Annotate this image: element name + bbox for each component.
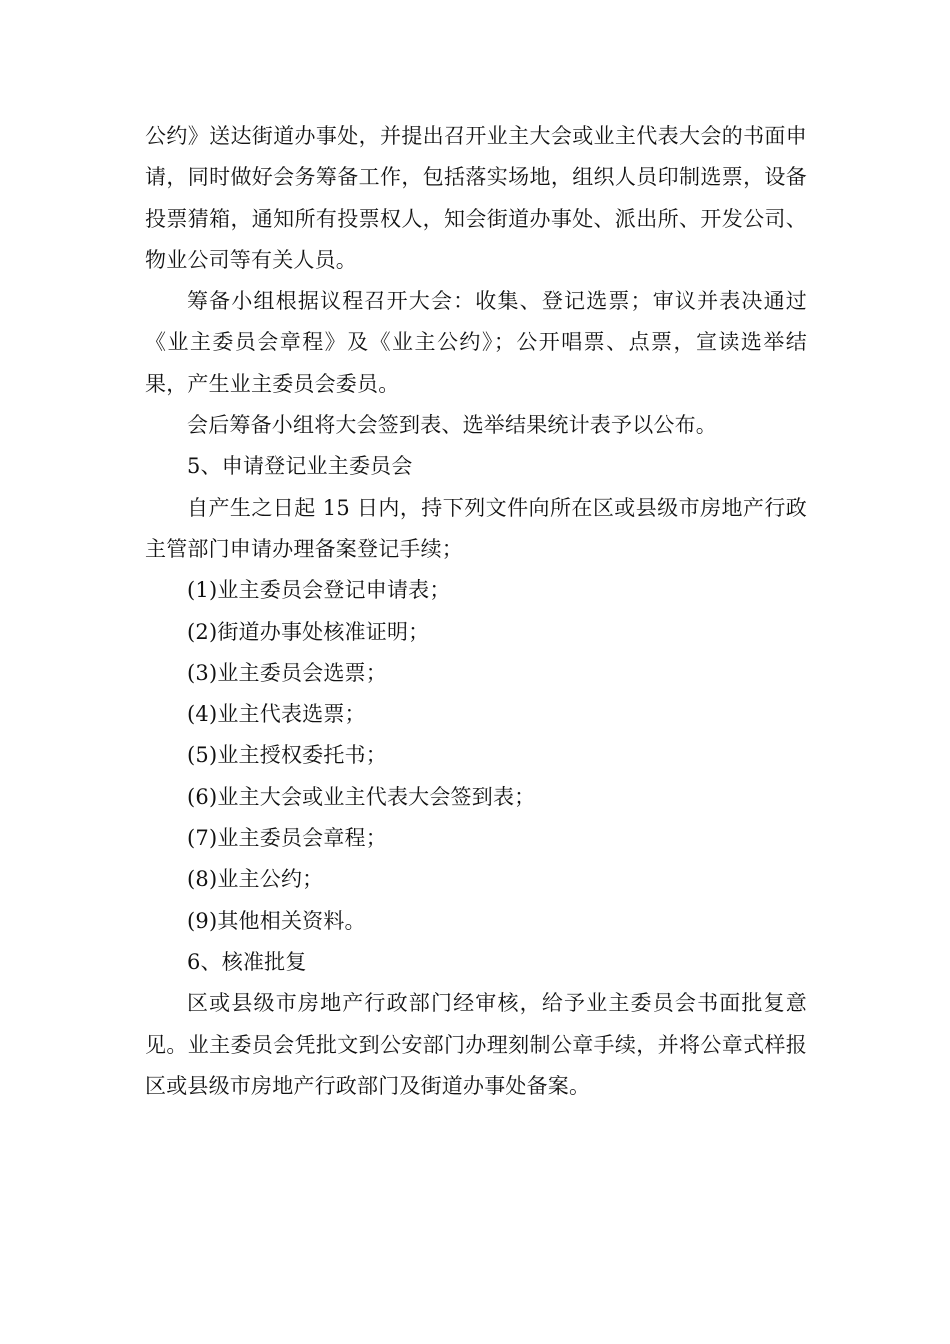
paragraph-meeting-agenda: 筹备小组根据议程召开大会：收集、登记选票；审议并表决通过《业主委员会章程》及《业主公约》；公开唱票、点票，宣读选举结果，产生业主委员会委员。: [145, 289, 807, 396]
paragraph-post-meeting: 会后筹备小组将大会签到表、选举结果统计表予以公布。: [187, 413, 717, 438]
list-item-4: (4)业主代表选票；: [187, 702, 366, 727]
paragraph-approval-process: 区或县级市房地产行政部门经审核，给予业主委员会书面批复意见。业主委员会凭批文到公安部门办理刻制公章手续，并将公章式样报区或县级市房地产行政部门及街道办事处备案。: [145, 991, 807, 1098]
list-item-5: (5)业主授权委托书；: [187, 743, 387, 768]
list-item-6: (6)业主大会或业主代表大会签到表；: [187, 784, 536, 809]
document-page: [145, 116, 807, 1107]
list-item-8: (8)业主公约；: [187, 867, 324, 892]
section-heading-approval: 6、核准批复: [187, 949, 307, 974]
paragraph-continuation-notice: 公约》送达街道办事处，并提出召开业主大会或业主代表大会的书面申请，同时做好会务筹备工作，包括落实场地，组织人员印制选票，设备投票猜箱，通知所有投票权人，知会街道办事处、派出所、开发公司、物业公司等有关人员。: [145, 124, 807, 272]
list-item-1: (1)业主委员会登记申请表；: [187, 578, 451, 603]
section-heading-registration: 5、申请登记业主委员会: [187, 454, 413, 479]
paragraph-registration-deadline: 自产生之日起 15 日内，持下列文件向所在区或县级市房地产行政主管部门申请办理备案登记手续；: [145, 495, 807, 561]
list-item-7: (7)业主委员会章程；: [187, 826, 387, 851]
list-item-9: (9)其他相关资料。: [187, 908, 366, 933]
list-item-3: (3)业主委员会选票；: [187, 660, 387, 685]
list-item-2: (2)街道办事处核准证明；: [187, 619, 430, 644]
